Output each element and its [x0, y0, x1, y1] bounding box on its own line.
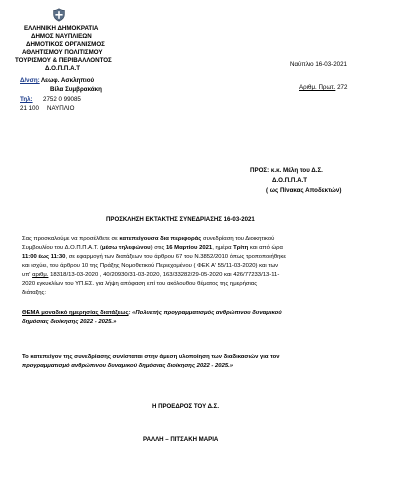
signatory-role: Η ΠΡΟΕΔΡΟΣ ΤΟΥ Δ.Σ. [152, 403, 220, 410]
body-text: υπ' [22, 272, 31, 278]
body-emphasis: 11:00 έως 11:30 [22, 254, 66, 260]
body-text: αριθμ. [32, 272, 49, 278]
body-text: Συμβουλίου του Δ.Ο.Π.Π.Α.Τ. ( [22, 245, 102, 251]
topic-line [22, 309, 282, 317]
recipient-line: ( ως Πίνακας Αποδεκτών) [266, 187, 342, 194]
city: ΝΑΥΠΛΙΟ [47, 105, 75, 112]
recipient-line: ΠΡΟΣ: κ.κ. Μέλη του Δ.Σ. [250, 167, 323, 174]
document-title: ΠΡΟΣΚΛΗΣΗ ΕΚΤΑΚΤΗΣ ΣΥΝΕΔΡΙΑΣΗΣ 16-03-2021 [106, 216, 255, 223]
header-line: ΤΟΥΡΙΣΜΟΥ & ΠΕΡΙΒΑΛΛΟΝΤΟΣ [15, 57, 112, 64]
body-line: διάταξης: [22, 290, 47, 296]
protocol-label: Αριθμ. Πρωτ. [299, 84, 336, 91]
greek-coat-of-arms-icon [52, 8, 66, 22]
recipient-line: Δ.Ο.Π.Π.Α.Τ [272, 177, 308, 184]
place-date: Ναύπλιο 16-03-2021 [290, 61, 347, 68]
body-emphasis: κατεπείγουσα δια περιφοράς [119, 236, 202, 242]
protocol-line [299, 84, 347, 92]
body-text: συνεδρίαση του Διοικητικού [202, 236, 275, 242]
signatory-name: ΡΑΛΛΗ – ΠΙΤΣΑΚΗ ΜΑΡΙΑ [143, 436, 219, 443]
body-line [22, 235, 274, 243]
header-line: ΕΛΛΗΝΙΚΗ ΔΗΜΟΚΡΑΤΙΑ [24, 25, 99, 32]
urgency-line: προγραμματισμό ανθρώπινου δυναμικού δημόσιας διοίκησης 2022 - 2025.» [22, 363, 234, 369]
address-line2: Βίλα Συμβρακάκη [50, 86, 102, 93]
body-text: ) στις [150, 245, 165, 251]
body-text: , ημέρα [212, 245, 232, 251]
topic-line: δημόσιας διοίκησης 2022 - 2025.» [22, 319, 117, 325]
header-line: Δ.Ο.Π.Π.Α.Τ [45, 65, 81, 72]
header-line: ΑΘΛΗΤΙΣΜΟΥ ΠΟΛΙΤΙΣΜΟΥ [22, 49, 103, 56]
header-line: ΔΗΜΟΤΙΚΟΣ ΟΡΓΑΝΙΣΜΟΣ [26, 41, 105, 48]
header-line: ΔΗΜΟΣ ΝΑΥΠΛΙΕΩΝ [31, 33, 92, 40]
address-value: Λεωφ. Ασκληπιού [41, 77, 95, 84]
body-line [22, 244, 283, 252]
address-label: Δ/νση: [20, 77, 40, 84]
body-line: και ισχύει, του άρθρου 10 της Πράξης Νομοθετικού Περιεχομένου ( ΦΕΚ Α' 55/11-03-2020) και των [22, 263, 279, 269]
body-emphasis: Τρίτη [233, 245, 249, 251]
body-text: Σας προσκαλούμε να προσέλθετε σε [22, 236, 118, 242]
body-text: και από ώρα [249, 245, 283, 251]
body-emphasis: μέσω τηλεφώνου [101, 245, 151, 251]
tel-label: Τηλ: [20, 96, 33, 103]
body-line: 2020 εγκυκλίων του ΥΠ.ΕΣ. για λήψη απόφαση επί του ακόλουθου θέματος της ημερήσιας [22, 281, 258, 287]
urgency-line: Το κατεπείγον της συνεδρίασης συνίσταται στην άμεση υλοποίηση των διαδικασιών για τον [22, 354, 280, 360]
body-text: 18318/13-03-2020 , 40/20930/31-03-2020, 163/33282/29-05-2020 και 426/77233/13-11- [50, 272, 280, 278]
topic-label: ΘΕΜΑ μοναδικό ημερησίας διατάξεως [22, 310, 129, 316]
body-line [22, 271, 279, 279]
body-line [22, 253, 286, 261]
tel-value: 2752 0 99085 [43, 96, 81, 103]
body-text: , σε εφαρμογή των διατάξεων του άρθρου 67 του Ν.3852/2010 όπως τροποποιήθηκε [65, 254, 286, 260]
topic-text: : «Πολυετής προγραμματισμός ανθρώπινου δυναμικού [128, 310, 282, 316]
postal-code: 21 100 [20, 105, 39, 112]
body-emphasis: 16 Μαρτίου 2021 [165, 245, 213, 251]
protocol-number: 272 [337, 84, 348, 91]
